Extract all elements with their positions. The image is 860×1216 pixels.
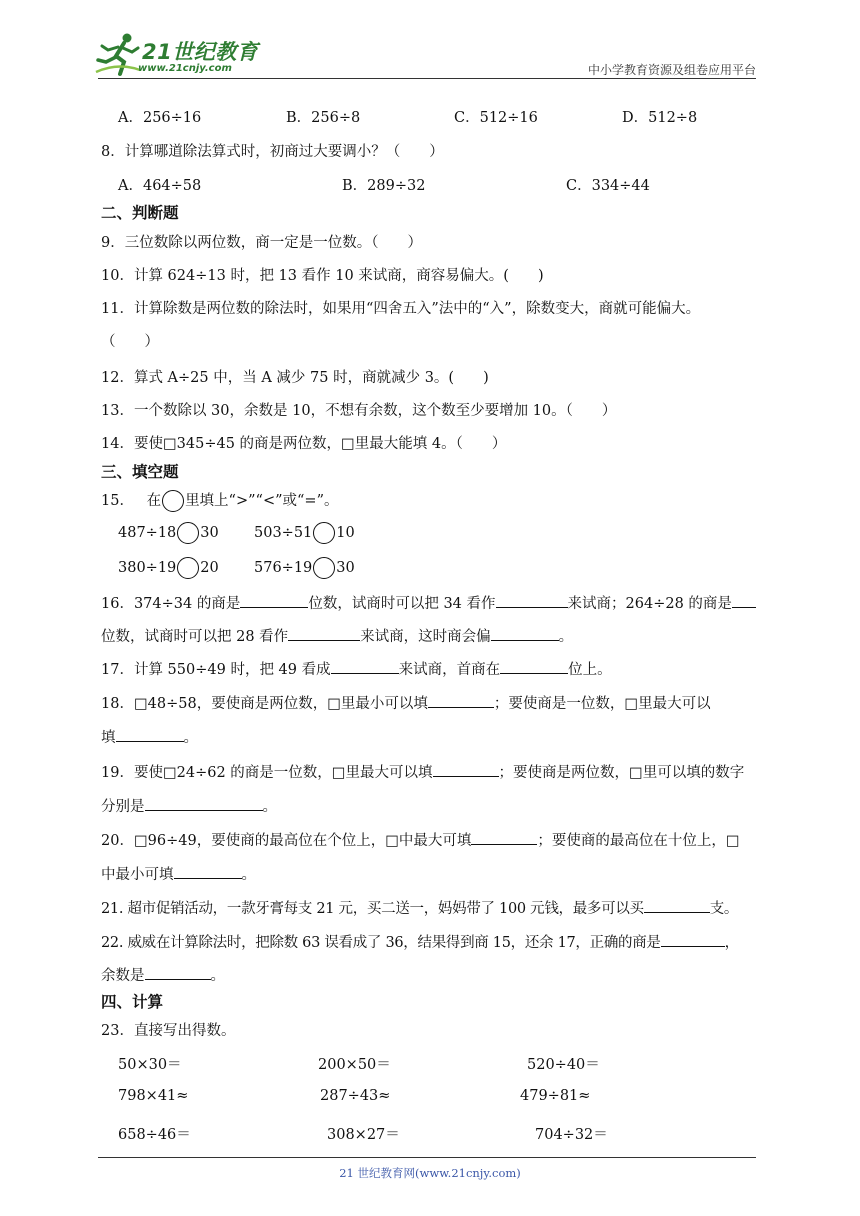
- q17-question: [101, 658, 612, 679]
- q15-circle-4[interactable]: [313, 557, 335, 579]
- circle-icon: [162, 490, 184, 512]
- q19-line-1: [101, 761, 744, 782]
- q22-text: 余数是: [101, 968, 145, 984]
- q15-text-in: 在: [146, 493, 162, 509]
- q19-blank-1[interactable]: [433, 762, 499, 777]
- section-title-calculation: 四、计算: [101, 993, 164, 1011]
- q15-expr-3: 380÷19: [118, 560, 177, 576]
- q16-blank-5[interactable]: [491, 626, 559, 641]
- calc-item: 479÷81≈: [520, 1088, 591, 1104]
- footer-link[interactable]: 21 世纪教育网(www.21cnjy.com): [339, 1166, 521, 1180]
- q15-number: 15．: [101, 493, 134, 509]
- q16-blank-1[interactable]: [240, 593, 308, 608]
- q22-blank-2[interactable]: [145, 965, 211, 980]
- q16-line-2: [101, 625, 573, 646]
- q7-option-d: D．512÷8: [622, 110, 698, 126]
- q19-text: 19．要使□24÷62 的商是一位数，□里最大可以填: [101, 765, 433, 781]
- q16-text: 来试商，这时商会偏: [360, 629, 491, 645]
- q15-expr-1: 487÷18: [118, 525, 177, 541]
- q10-question: 10．计算 624÷13 时，把 13 看作 10 来试商，商容易偏大。( ): [101, 268, 544, 284]
- q17-text: 17．计算 550÷49 时，把 49 看成: [101, 662, 331, 678]
- calc-item: 658÷46＝: [118, 1127, 191, 1143]
- q17-text: 位上。: [568, 662, 612, 678]
- logo-url-text: www.21cnjy.com: [138, 63, 232, 74]
- q20-text: ；要使商的最高位在十位上，□: [537, 833, 740, 849]
- site-logo: [94, 32, 269, 80]
- header-divider: [98, 78, 756, 79]
- q7-option-b: B．256÷8: [286, 110, 361, 126]
- q15-expr-2: 503÷51: [254, 525, 313, 541]
- q15-compare-3: [118, 557, 219, 579]
- calc-item: 308×27＝: [327, 1127, 400, 1143]
- q16-blank-3[interactable]: [732, 593, 756, 608]
- q16-text: 位数，试商时可以把 28 看作: [101, 629, 289, 645]
- q18-text: ；要使商是一位数，□里最大可以: [493, 696, 711, 712]
- runner-icon: [94, 32, 142, 78]
- q15-compare-4: [254, 557, 355, 579]
- calc-item: 520÷40＝: [527, 1057, 600, 1073]
- q16-text: 16．374÷34 的商是: [101, 596, 241, 612]
- q20-text: 中最小可填: [101, 867, 174, 883]
- q15-text-rest: 里填上“>”“<”或“=”。: [185, 493, 339, 509]
- section-title-judgement: 二、判断题: [101, 204, 179, 222]
- q18-line-1: [101, 692, 711, 713]
- q19-text: 。: [262, 799, 277, 815]
- q17-blank-1[interactable]: [331, 659, 399, 674]
- q20-text: 。: [241, 867, 256, 883]
- q15-question: [101, 489, 339, 512]
- q16-line-1: [101, 592, 756, 613]
- q21-blank-1[interactable]: [644, 898, 710, 913]
- q21-question: [101, 897, 738, 918]
- q12-question: 12．算式 A÷25 中，当 A 减少 75 时，商就减少 3。( ): [101, 370, 489, 386]
- q18-blank-1[interactable]: [428, 693, 494, 708]
- platform-name: 中小学教育资源及组卷应用平台: [587, 63, 756, 77]
- q20-blank-2[interactable]: [174, 864, 242, 879]
- footer-divider: [98, 1157, 756, 1158]
- logo-brand-text: 21世纪教育: [142, 40, 259, 64]
- q20-blank-1[interactable]: [471, 830, 537, 845]
- q17-text: 来试商，首商在: [398, 662, 501, 678]
- q8-option-b: B．289÷32: [342, 178, 426, 194]
- q11-answer-bracket: （ ）: [101, 334, 159, 350]
- q18-line-2: [101, 726, 198, 747]
- q19-text: ；要使商是两位数，□里可以填的数字: [498, 765, 745, 781]
- q7-option-c: C．512÷16: [454, 110, 538, 126]
- q22-line-1: [101, 931, 739, 952]
- q11-question: 11．计算除数是两位数的除法时，如果用“四舍五入”法中的“入”，除数变大，商就可能偏大。: [101, 301, 701, 317]
- q8-option-a: A．464÷58: [118, 178, 202, 194]
- q18-text: 18．□48÷58，要使商是两位数，□里最小可以填: [101, 696, 428, 712]
- q22-text: 22. 威威在计算除法时，把除数 63 误看成了 36，结果得到商 15，还余 17，正确的商是: [101, 935, 661, 951]
- q13-question: 13．一个数除以 30，余数是 10，不想有余数，这个数至少要增加 10。（ ）: [101, 403, 617, 419]
- q15-value-4: 30: [336, 560, 355, 576]
- q16-blank-4[interactable]: [288, 626, 360, 641]
- q21-text: 支。: [709, 901, 739, 917]
- q22-blank-1[interactable]: [661, 932, 725, 947]
- q23-question: 23．直接写出得数。: [101, 1023, 236, 1039]
- q8-option-c: C．334÷44: [566, 178, 650, 194]
- q15-value-3: 20: [200, 560, 219, 576]
- q15-circle-3[interactable]: [177, 557, 199, 579]
- q15-compare-2: [254, 522, 355, 544]
- q20-line-2: [101, 863, 256, 884]
- calc-item: 287÷43≈: [320, 1088, 391, 1104]
- q7-option-a: A．256÷16: [118, 110, 202, 126]
- q16-text: 来试商；264÷28 的商是: [567, 596, 732, 612]
- q20-text: 20．□96÷49，要使商的最高位在个位上，□中最大可填: [101, 833, 472, 849]
- q15-circle-2[interactable]: [313, 522, 335, 544]
- q9-question: 9．三位数除以两位数，商一定是一位数。（ ）: [101, 235, 422, 251]
- q15-compare-1: [118, 522, 219, 544]
- calc-item: 798×41≈: [118, 1088, 189, 1104]
- q22-text: 。: [210, 968, 225, 984]
- q8-question: 8．计算哪道除法算式时，初商过大要调小？（ ）: [101, 144, 444, 160]
- q19-line-2: [101, 795, 277, 816]
- q17-blank-2[interactable]: [500, 659, 568, 674]
- calc-item: 704÷32＝: [535, 1127, 608, 1143]
- q14-question: 14．要使□345÷45 的商是两位数，□里最大能填 4。（ ）: [101, 436, 507, 452]
- calc-item: 200×50＝: [318, 1057, 391, 1073]
- q20-line-1: [101, 829, 740, 850]
- q18-text: 填: [101, 730, 116, 746]
- q21-text: 21. 超市促销活动，一款牙膏每支 21 元，买二送一，妈妈带了 100 元钱，最多可以买: [101, 901, 644, 917]
- q18-text: 。: [183, 730, 198, 746]
- q15-expr-4: 576÷19: [254, 560, 313, 576]
- q22-line-2: [101, 964, 225, 985]
- q22-text: ，: [724, 935, 739, 951]
- q15-circle-1[interactable]: [177, 522, 199, 544]
- section-title-fill-blank: 三、填空题: [101, 463, 179, 481]
- q18-blank-2[interactable]: [116, 727, 184, 742]
- q16-text: 位数，试商时可以把 34 看作: [308, 596, 496, 612]
- q19-blank-2[interactable]: [145, 796, 263, 811]
- q15-value-1: 30: [200, 525, 219, 541]
- calc-item: 50×30＝: [118, 1057, 182, 1073]
- q19-text: 分别是: [101, 799, 145, 815]
- q15-value-2: 10: [336, 525, 355, 541]
- q16-text: 。: [558, 629, 574, 645]
- q16-blank-2[interactable]: [496, 593, 568, 608]
